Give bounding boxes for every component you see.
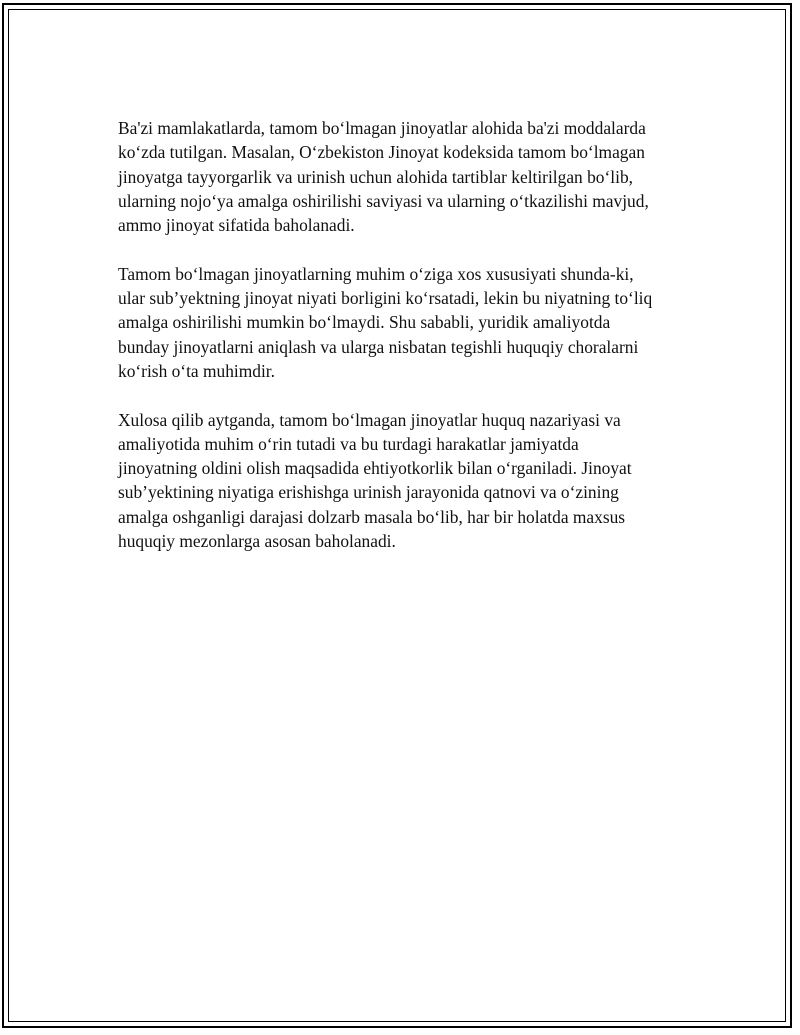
paragraph-line: amalga oshirilishi mumkin bo‘lmaydi. Shu sababli, yuridik amaliyotda	[118, 312, 611, 333]
paragraph-2	[118, 262, 688, 383]
paragraph-line: ko‘rish o‘ta muhimdir.	[118, 360, 275, 381]
paragraph-line: ular sub’yektning jinoyat niyati borligini ko‘rsatadi, lekin bu niyatning to‘liq	[118, 288, 653, 309]
paragraph-line: bunday jinoyatlarni aniqlash va ularga nisbatan tegishli huquqiy choralarni	[118, 336, 639, 357]
paragraph-line: Xulosa qilib aytganda, tamom bo‘lmagan jinoyatlar huquq nazariyasi va	[118, 409, 621, 430]
paragraph-line: sub’yektining niyatiga erishishga urinish jarayonida qatnovi va o‘zining	[118, 482, 619, 503]
paragraph-line: ularning nojo‘ya amalga oshirilishi saviyasi va ularning o‘tkazilishi mavjud,	[118, 190, 649, 211]
paragraph-1	[118, 116, 688, 237]
paragraph-line: jinoyatning oldini olish maqsadida ehtiyotkorlik bilan o‘rganiladi. Jinoyat	[118, 458, 632, 479]
document-body	[118, 116, 688, 578]
paragraph-line: ammo jinoyat sifatida baholanadi.	[118, 215, 355, 236]
paragraph-line: jinoyatga tayyorgarlik va urinish uchun alohida tartiblar keltirilgan bo‘lib,	[118, 166, 633, 187]
paragraph-line: huquqiy mezonlarga asosan baholanadi.	[118, 531, 396, 552]
paragraph-line: amaliyotida muhim o‘rin tutadi va bu turdagi harakatlar jamiyatda	[118, 433, 579, 454]
paragraph-line: amalga oshganligi darajasi dolzarb masala bo‘lib, har bir holatda maxsus	[118, 506, 626, 527]
paragraph-line: Ba'zi mamlakatlarda, tamom bo‘lmagan jinoyatlar alohida ba'zi moddalarda	[118, 118, 646, 138]
paragraph-3	[118, 408, 688, 554]
paragraph-line: Tamom bo‘lmagan jinoyatlarning muhim o‘ziga xos xususiyati shunda-ki,	[118, 263, 634, 284]
paragraph-line: ko‘zda tutilgan. Masalan, O‘zbekiston Jinoyat kodeksida tamom bo‘lmagan	[118, 142, 645, 163]
